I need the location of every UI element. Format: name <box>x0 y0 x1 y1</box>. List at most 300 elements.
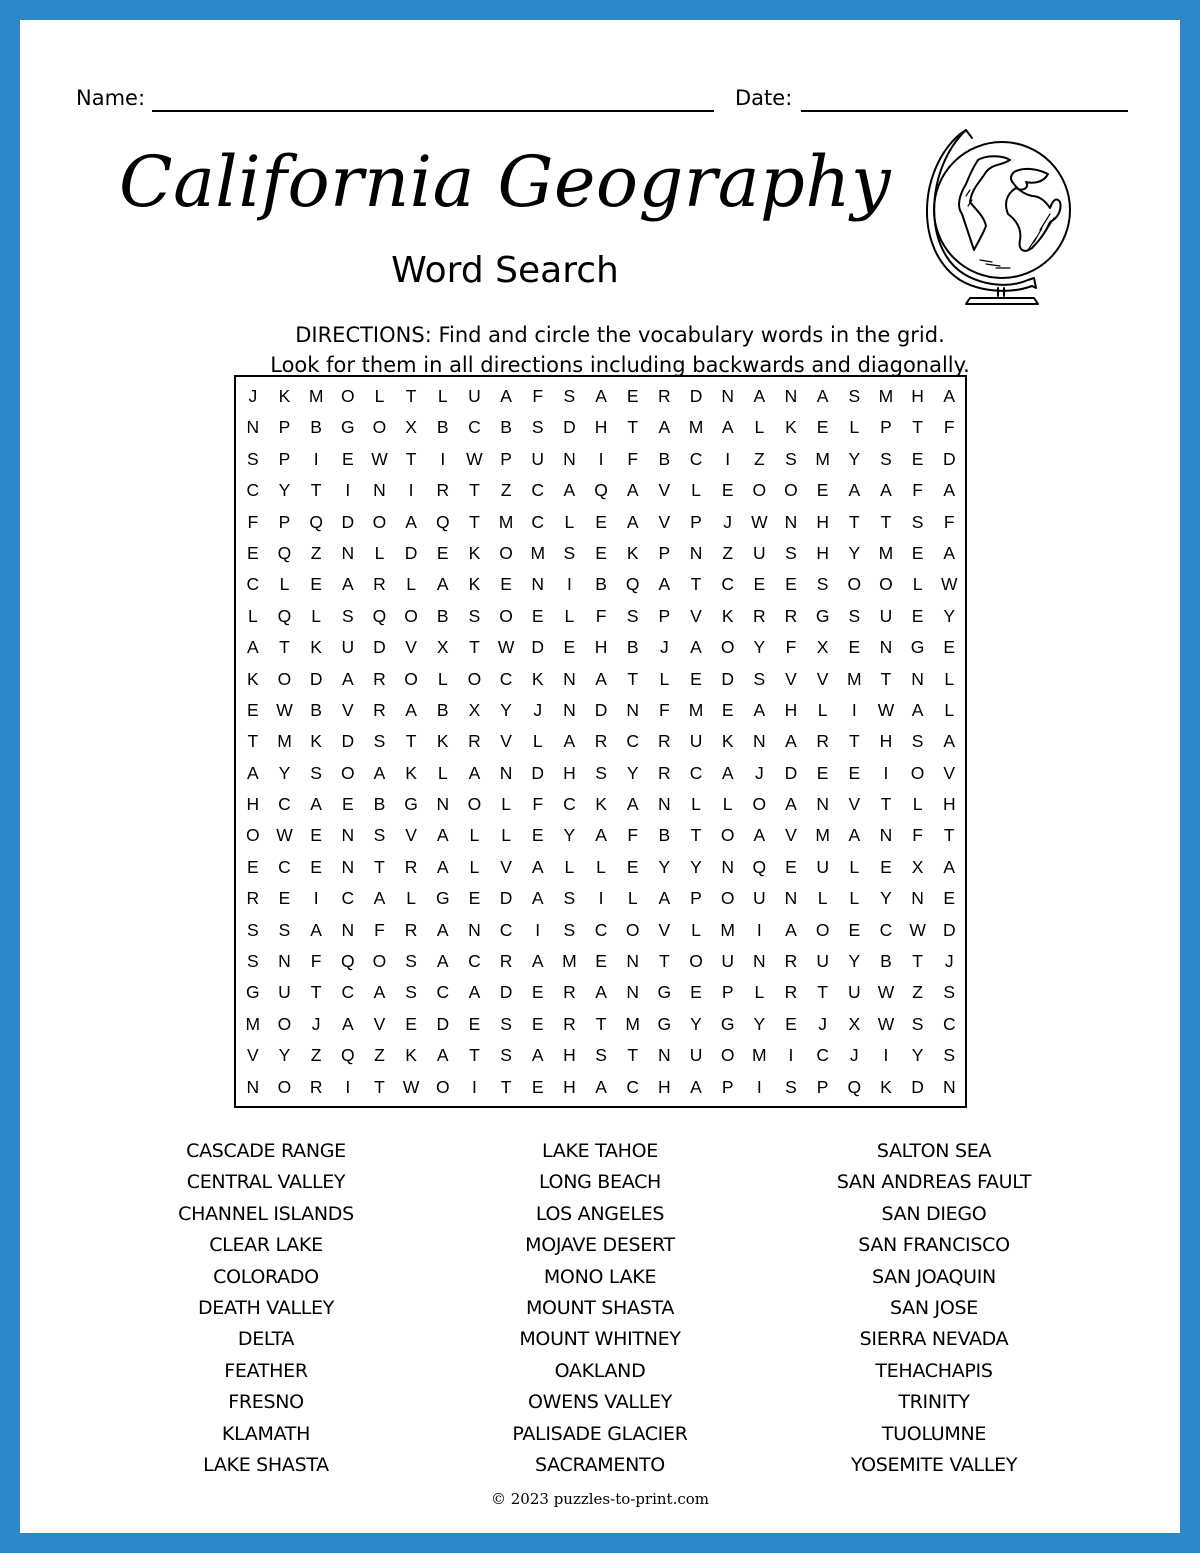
grid-letter[interactable]: G <box>435 888 450 909</box>
grid-letter[interactable]: B <box>626 637 639 658</box>
grid-letter[interactable]: U <box>816 856 829 877</box>
grid-letter[interactable]: T <box>469 637 480 658</box>
grid-letter[interactable]: A <box>785 919 797 940</box>
grid-letter[interactable]: L <box>944 699 955 720</box>
grid-letter[interactable]: Y <box>911 1045 924 1066</box>
grid-letter[interactable]: O <box>435 1076 450 1097</box>
grid-letter[interactable]: V <box>500 731 512 752</box>
grid-letter[interactable]: A <box>405 511 417 532</box>
grid-letter[interactable]: C <box>721 574 734 595</box>
grid-letter[interactable]: P <box>690 888 702 909</box>
grid-letter[interactable]: E <box>690 982 702 1003</box>
grid-letter[interactable]: B <box>310 417 322 438</box>
grid-letter[interactable]: R <box>563 982 576 1003</box>
grid-letter[interactable]: L <box>469 856 480 877</box>
grid-letter[interactable]: W <box>877 1013 895 1034</box>
grid-letter[interactable]: K <box>721 731 734 752</box>
grid-letter[interactable]: A <box>595 386 607 406</box>
grid-letter[interactable]: E <box>816 417 829 438</box>
grid-letter[interactable]: N <box>658 1045 671 1066</box>
grid-letter[interactable]: X <box>816 637 829 658</box>
grid-letter[interactable]: E <box>785 574 797 595</box>
grid-letter[interactable]: H <box>563 1045 576 1066</box>
grid-letter[interactable]: S <box>563 888 576 909</box>
grid-letter[interactable]: E <box>848 762 861 783</box>
grid-letter[interactable]: E <box>785 1013 797 1034</box>
grid-letter[interactable]: P <box>721 1076 734 1097</box>
grid-letter[interactable]: M <box>720 919 735 940</box>
grid-letter[interactable]: K <box>278 386 291 406</box>
grid-letter[interactable]: C <box>942 1013 956 1034</box>
grid-letter[interactable]: N <box>784 888 798 909</box>
grid-letter[interactable]: A <box>436 919 449 940</box>
grid-letter[interactable]: H <box>563 762 576 783</box>
grid-letter[interactable]: O <box>689 951 703 972</box>
grid-letter[interactable]: E <box>436 542 449 563</box>
grid-letter[interactable]: N <box>278 951 291 972</box>
grid-letter[interactable]: W <box>276 699 293 720</box>
grid-letter[interactable]: K <box>310 637 322 658</box>
grid-letter[interactable]: F <box>374 919 385 940</box>
grid-letter[interactable]: C <box>246 480 260 501</box>
grid-letter[interactable]: V <box>848 794 861 815</box>
grid-letter[interactable]: E <box>690 668 702 689</box>
grid-letter[interactable]: U <box>341 637 355 658</box>
grid-letter[interactable]: A <box>721 762 734 783</box>
grid-letter[interactable]: D <box>341 511 355 532</box>
grid-letter[interactable]: O <box>404 668 418 689</box>
grid-letter[interactable]: A <box>436 574 449 595</box>
grid-letter[interactable]: S <box>373 731 386 752</box>
grid-letter[interactable]: Q <box>625 574 640 595</box>
grid-letter[interactable]: S <box>246 919 259 940</box>
grid-letter[interactable]: O <box>879 574 893 595</box>
grid-letter[interactable]: I <box>851 699 857 720</box>
grid-letter[interactable]: V <box>816 668 829 689</box>
grid-letter[interactable]: A <box>468 982 481 1003</box>
grid-letter[interactable]: R <box>468 731 481 752</box>
grid-letter[interactable]: A <box>595 825 607 846</box>
grid-letter[interactable]: A <box>943 856 956 877</box>
grid-letter[interactable]: M <box>878 542 894 563</box>
grid-letter[interactable]: A <box>753 699 766 720</box>
grid-letter[interactable]: Q <box>594 480 608 501</box>
grid-letter[interactable]: T <box>943 825 955 846</box>
grid-letter[interactable]: C <box>531 511 545 532</box>
grid-letter[interactable]: B <box>595 574 607 595</box>
grid-letter[interactable]: A <box>373 762 386 783</box>
grid-letter[interactable]: C <box>563 794 576 815</box>
grid-letter[interactable]: L <box>279 574 290 595</box>
grid-letter[interactable]: O <box>720 637 735 658</box>
grid-letter[interactable]: A <box>753 825 766 846</box>
grid-letter[interactable]: L <box>437 762 448 783</box>
grid-letter[interactable]: E <box>531 825 544 846</box>
grid-letter[interactable]: F <box>659 699 670 720</box>
grid-letter[interactable]: I <box>756 919 762 940</box>
grid-letter[interactable]: S <box>468 605 481 626</box>
grid-letter[interactable]: Q <box>309 511 323 532</box>
grid-letter[interactable]: N <box>563 699 576 720</box>
grid-letter[interactable]: A <box>310 794 322 815</box>
grid-letter[interactable]: E <box>246 699 259 720</box>
grid-letter[interactable]: N <box>436 794 450 815</box>
grid-letter[interactable]: N <box>784 511 798 532</box>
grid-letter[interactable]: O <box>720 825 735 846</box>
grid-letter[interactable]: R <box>816 731 829 752</box>
grid-letter[interactable]: F <box>912 825 923 846</box>
grid-letter[interactable]: A <box>785 794 797 815</box>
grid-letter[interactable]: F <box>532 794 544 815</box>
grid-letter[interactable]: L <box>564 856 575 877</box>
grid-letter[interactable]: E <box>785 856 797 877</box>
grid-letter[interactable]: B <box>436 699 449 720</box>
grid-letter[interactable]: C <box>626 1076 640 1097</box>
grid-letter[interactable]: P <box>658 605 671 626</box>
grid-letter[interactable]: N <box>531 574 545 595</box>
grid-letter[interactable]: D <box>942 919 956 940</box>
grid-letter[interactable]: W <box>276 825 293 846</box>
grid-letter[interactable]: I <box>440 448 446 469</box>
grid-letter[interactable]: N <box>341 856 355 877</box>
grid-letter[interactable]: A <box>626 480 639 501</box>
grid-letter[interactable]: N <box>911 888 924 909</box>
grid-letter[interactable]: E <box>531 1076 544 1097</box>
grid-letter[interactable]: Y <box>943 605 956 626</box>
grid-letter[interactable]: C <box>468 417 481 438</box>
grid-letter[interactable]: F <box>627 448 639 469</box>
grid-letter[interactable]: H <box>594 417 608 438</box>
grid-letter[interactable]: E <box>500 574 512 595</box>
grid-letter[interactable]: P <box>278 448 291 469</box>
grid-letter[interactable]: I <box>313 888 319 909</box>
grid-letter[interactable]: U <box>278 982 291 1003</box>
grid-letter[interactable]: Q <box>340 951 355 972</box>
grid-letter[interactable]: M <box>245 1013 261 1034</box>
grid-letter[interactable]: R <box>309 1076 323 1097</box>
grid-letter[interactable]: L <box>311 605 321 626</box>
grid-letter[interactable]: O <box>784 480 798 501</box>
grid-letter[interactable]: I <box>598 448 604 469</box>
grid-letter[interactable]: T <box>627 1045 639 1066</box>
grid-letter[interactable]: Y <box>278 1045 291 1066</box>
grid-letter[interactable]: O <box>847 574 862 595</box>
grid-letter[interactable]: L <box>596 856 606 877</box>
grid-letter[interactable]: K <box>468 574 481 595</box>
grid-letter[interactable]: R <box>373 699 386 720</box>
grid-letter[interactable]: Q <box>752 856 767 877</box>
grid-letter[interactable]: A <box>373 888 386 909</box>
grid-letter[interactable]: Y <box>848 542 861 563</box>
grid-letter[interactable]: L <box>437 386 448 406</box>
grid-letter[interactable]: A <box>563 731 576 752</box>
grid-letter[interactable]: J <box>533 699 543 720</box>
grid-letter[interactable]: A <box>246 762 259 783</box>
grid-letter[interactable]: V <box>405 825 417 846</box>
grid-letter[interactable]: R <box>563 1013 576 1034</box>
grid-letter[interactable]: E <box>310 856 322 877</box>
grid-letter[interactable]: E <box>246 542 259 563</box>
grid-letter[interactable]: A <box>563 480 576 501</box>
grid-letter[interactable]: W <box>877 982 895 1003</box>
grid-letter[interactable]: S <box>531 417 544 438</box>
grid-letter[interactable]: O <box>277 668 292 689</box>
grid-letter[interactable]: L <box>406 574 416 595</box>
grid-letter[interactable]: E <box>753 574 766 595</box>
grid-letter[interactable]: T <box>880 511 892 532</box>
grid-letter[interactable]: L <box>374 386 385 406</box>
grid-letter[interactable]: H <box>658 1076 671 1097</box>
name-field-line[interactable] <box>152 110 714 112</box>
grid-letter[interactable]: A <box>531 888 544 909</box>
grid-letter[interactable]: T <box>279 637 290 658</box>
grid-letter[interactable]: J <box>248 386 258 406</box>
grid-letter[interactable]: E <box>943 637 956 658</box>
grid-letter[interactable]: X <box>468 699 481 720</box>
grid-letter[interactable]: Q <box>847 1076 862 1097</box>
grid-letter[interactable]: L <box>501 794 511 815</box>
grid-letter[interactable]: L <box>754 982 765 1003</box>
grid-letter[interactable]: T <box>690 574 702 595</box>
grid-letter[interactable]: X <box>911 856 924 877</box>
grid-letter[interactable]: O <box>372 417 387 438</box>
grid-letter[interactable]: A <box>880 480 892 501</box>
grid-letter[interactable]: E <box>405 1013 417 1034</box>
grid-letter[interactable]: Y <box>753 1013 766 1034</box>
grid-letter[interactable]: T <box>469 511 480 532</box>
grid-letter[interactable]: G <box>340 417 355 438</box>
grid-letter[interactable]: O <box>277 1013 292 1034</box>
grid-letter[interactable]: T <box>595 1013 607 1034</box>
grid-letter[interactable]: U <box>753 888 766 909</box>
grid-letter[interactable]: F <box>595 605 607 626</box>
grid-letter[interactable]: N <box>721 856 734 877</box>
grid-letter[interactable]: A <box>436 856 449 877</box>
grid-letter[interactable]: O <box>499 542 513 563</box>
grid-letter[interactable]: N <box>373 480 386 501</box>
grid-letter[interactable]: U <box>689 1045 703 1066</box>
grid-letter[interactable]: N <box>753 951 766 972</box>
grid-letter[interactable]: W <box>941 574 958 595</box>
grid-letter[interactable]: J <box>659 637 669 658</box>
grid-letter[interactable]: I <box>535 919 541 940</box>
grid-letter[interactable]: I <box>566 574 572 595</box>
grid-letter[interactable]: R <box>404 919 418 940</box>
grid-letter[interactable]: A <box>436 1045 449 1066</box>
grid-letter[interactable]: A <box>436 825 449 846</box>
grid-letter[interactable]: T <box>310 480 322 501</box>
grid-letter[interactable]: J <box>723 511 733 532</box>
grid-letter[interactable]: F <box>912 480 923 501</box>
grid-letter[interactable]: T <box>627 668 639 689</box>
grid-letter[interactable]: A <box>658 574 671 595</box>
grid-letter[interactable]: L <box>722 794 733 815</box>
grid-letter[interactable]: N <box>341 825 355 846</box>
grid-letter[interactable]: H <box>246 794 260 815</box>
grid-letter[interactable]: A <box>943 731 956 752</box>
grid-letter[interactable]: N <box>942 1076 956 1097</box>
grid-letter[interactable]: Y <box>690 856 702 877</box>
grid-letter[interactable]: H <box>563 1076 576 1097</box>
grid-letter[interactable]: A <box>690 1076 702 1097</box>
grid-letter[interactable]: N <box>784 386 798 406</box>
grid-letter[interactable]: Y <box>278 762 291 783</box>
grid-letter[interactable]: X <box>436 637 449 658</box>
grid-letter[interactable]: A <box>595 982 607 1003</box>
grid-letter[interactable]: V <box>658 480 671 501</box>
grid-letter[interactable]: C <box>879 919 893 940</box>
grid-letter[interactable]: E <box>278 888 291 909</box>
grid-letter[interactable]: O <box>720 1045 735 1066</box>
grid-letter[interactable]: R <box>499 951 513 972</box>
grid-letter[interactable]: F <box>310 951 322 972</box>
grid-letter[interactable]: C <box>626 731 640 752</box>
grid-letter[interactable]: E <box>911 448 924 469</box>
grid-letter[interactable]: M <box>847 668 862 689</box>
grid-letter[interactable]: M <box>530 542 546 563</box>
grid-letter[interactable]: T <box>374 1076 385 1097</box>
grid-letter[interactable]: D <box>942 448 956 469</box>
grid-letter[interactable]: E <box>595 951 607 972</box>
grid-letter[interactable]: Y <box>753 637 766 658</box>
grid-letter[interactable]: I <box>345 480 351 501</box>
grid-letter[interactable]: B <box>436 417 449 438</box>
grid-letter[interactable]: N <box>879 637 893 658</box>
grid-letter[interactable]: L <box>691 794 701 815</box>
grid-letter[interactable]: A <box>436 951 449 972</box>
grid-letter[interactable]: O <box>246 825 260 846</box>
grid-letter[interactable]: Q <box>340 1045 355 1066</box>
grid-letter[interactable]: A <box>943 386 956 406</box>
grid-letter[interactable]: O <box>467 668 482 689</box>
grid-letter[interactable]: S <box>500 1045 512 1066</box>
grid-letter[interactable]: K <box>785 417 797 438</box>
grid-letter[interactable]: A <box>310 919 322 940</box>
grid-letter[interactable]: A <box>690 637 702 658</box>
grid-letter[interactable]: L <box>247 605 258 626</box>
grid-letter[interactable]: O <box>277 1076 292 1097</box>
grid-letter[interactable]: T <box>912 417 923 438</box>
grid-letter[interactable]: M <box>688 699 704 720</box>
grid-letter[interactable]: T <box>405 448 417 469</box>
grid-letter[interactable]: I <box>788 1045 794 1066</box>
grid-letter[interactable]: R <box>373 668 386 689</box>
grid-letter[interactable]: N <box>246 1076 260 1097</box>
grid-letter[interactable]: R <box>784 951 798 972</box>
grid-letter[interactable]: H <box>816 542 829 563</box>
grid-letter[interactable]: A <box>595 668 607 689</box>
grid-letter[interactable]: Z <box>753 448 765 469</box>
grid-letter[interactable]: E <box>626 386 639 406</box>
grid-letter[interactable]: E <box>468 888 481 909</box>
grid-letter[interactable]: P <box>278 511 291 532</box>
grid-letter[interactable]: E <box>721 699 734 720</box>
grid-letter[interactable]: F <box>943 417 955 438</box>
grid-letter[interactable]: H <box>784 699 798 720</box>
grid-letter[interactable]: B <box>500 417 512 438</box>
grid-letter[interactable]: A <box>405 699 417 720</box>
grid-letter[interactable]: O <box>720 888 735 909</box>
grid-letter[interactable]: L <box>469 825 480 846</box>
grid-letter[interactable]: V <box>341 699 354 720</box>
grid-letter[interactable]: E <box>848 637 861 658</box>
grid-letter[interactable]: U <box>753 542 766 563</box>
grid-letter[interactable]: S <box>563 386 576 406</box>
grid-letter[interactable]: K <box>468 542 481 563</box>
grid-letter[interactable]: T <box>374 856 385 877</box>
grid-letter[interactable]: U <box>847 982 861 1003</box>
grid-letter[interactable]: X <box>405 417 417 438</box>
grid-letter[interactable]: I <box>408 480 414 501</box>
grid-letter[interactable]: A <box>943 480 956 501</box>
grid-letter[interactable]: J <box>944 951 954 972</box>
grid-letter[interactable]: S <box>595 1045 607 1066</box>
grid-letter[interactable]: S <box>753 668 766 689</box>
grid-letter[interactable]: Q <box>372 605 387 626</box>
grid-letter[interactable]: D <box>404 542 418 563</box>
grid-letter[interactable]: E <box>911 542 924 563</box>
grid-letter[interactable]: B <box>658 825 671 846</box>
grid-letter[interactable]: E <box>595 511 607 532</box>
grid-letter[interactable]: E <box>531 1013 544 1034</box>
grid-letter[interactable]: U <box>816 951 829 972</box>
grid-letter[interactable]: S <box>405 982 417 1003</box>
grid-letter[interactable]: M <box>815 448 830 469</box>
grid-letter[interactable]: D <box>341 731 355 752</box>
grid-letter[interactable]: A <box>531 951 544 972</box>
grid-letter[interactable]: S <box>848 605 861 626</box>
grid-letter[interactable]: G <box>657 982 672 1003</box>
grid-letter[interactable]: S <box>911 731 924 752</box>
grid-letter[interactable]: O <box>372 951 387 972</box>
grid-letter[interactable]: M <box>277 731 292 752</box>
grid-letter[interactable]: K <box>246 668 259 689</box>
grid-letter[interactable]: K <box>626 542 639 563</box>
grid-letter[interactable]: N <box>499 762 513 783</box>
grid-letter[interactable]: D <box>784 762 798 783</box>
grid-letter[interactable]: I <box>598 888 604 909</box>
grid-letter[interactable]: P <box>658 542 671 563</box>
grid-letter[interactable]: V <box>658 919 671 940</box>
grid-letter[interactable]: E <box>816 762 829 783</box>
grid-letter[interactable]: A <box>848 825 861 846</box>
grid-letter[interactable]: S <box>595 762 607 783</box>
grid-letter[interactable]: L <box>912 574 923 595</box>
grid-letter[interactable]: G <box>246 982 260 1003</box>
grid-letter[interactable]: A <box>721 417 734 438</box>
grid-letter[interactable]: N <box>626 982 640 1003</box>
grid-letter[interactable]: V <box>690 605 702 626</box>
grid-letter[interactable]: U <box>721 951 734 972</box>
grid-letter[interactable]: D <box>373 637 386 658</box>
grid-letter[interactable]: Q <box>277 542 292 563</box>
grid-letter[interactable]: M <box>688 417 704 438</box>
grid-letter[interactable]: L <box>944 668 955 689</box>
grid-letter[interactable]: W <box>466 448 483 469</box>
grid-letter[interactable]: T <box>880 668 892 689</box>
grid-letter[interactable]: M <box>625 1013 640 1034</box>
grid-letter[interactable]: N <box>563 668 576 689</box>
grid-letter[interactable]: N <box>911 668 924 689</box>
grid-letter[interactable]: M <box>815 825 830 846</box>
grid-letter[interactable]: E <box>310 825 322 846</box>
grid-letter[interactable]: A <box>658 888 671 909</box>
grid-letter[interactable]: Z <box>500 480 512 501</box>
grid-letter[interactable]: L <box>437 668 448 689</box>
grid-letter[interactable]: E <box>626 856 639 877</box>
grid-letter[interactable]: R <box>436 480 450 501</box>
grid-letter[interactable]: G <box>815 605 830 626</box>
